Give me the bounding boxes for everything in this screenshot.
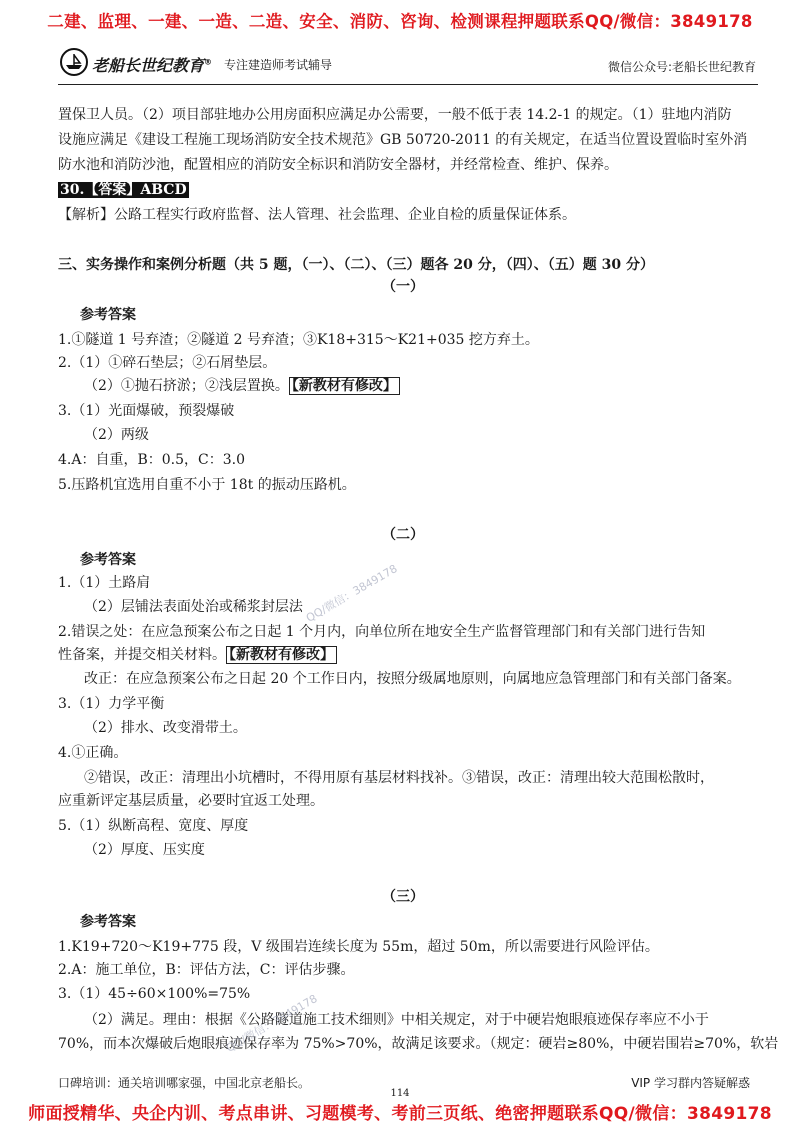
answer-line: 1.（1）土路肩	[58, 575, 151, 591]
answer-line: 3.（1）45÷60×100%=75%	[58, 986, 251, 1002]
page-header	[58, 48, 758, 85]
answer-line: 改正：在应急预案公布之日起 20 个工作日内，按照分级属地原则，向属地应急管理部门和有关部门备案。	[84, 671, 741, 687]
answer-line: 5.压路机宜选用自重不小于 18t 的振动压路机。	[58, 477, 356, 493]
answer-line: 4.①正确。	[58, 745, 128, 761]
reference-answer-heading: 参考答案	[80, 307, 136, 323]
answer-line: ②错误，改正：清理出小坑槽时，不得用原有基层材料找补。③错误，改正：清理出较大范围松散时，	[84, 770, 714, 786]
page-number: 114	[390, 1088, 410, 1099]
new-edition-tag: 【新教材有修改】	[289, 377, 400, 395]
answer-line: 应重新评定基层质量，必要时宜返工处理。	[58, 793, 324, 809]
case-title: （一）	[382, 279, 424, 295]
bottom-banner: 师面授精华、央企内训、考点串讲、习题模考、考前三页纸、绝密押题联系QQ/微信：3849178	[28, 1104, 772, 1124]
header-wechat: 微信公众号:老船长世纪教育	[607, 60, 756, 74]
answer-line: （2）满足。理由：根据《公路隧道施工技术细则》中相关规定，对于中硬岩炮眼痕迹保存率应不小于	[84, 1012, 709, 1028]
paragraph-line: 防水池和消防沙池，配置相应的消防安全标识和消防安全器材，并经常检查、维护、保养。	[58, 157, 618, 173]
answer-line: 性备案，并提交相关材料。	[58, 647, 226, 663]
answer-line: 1.K19+720～K19+775 段，V 级围岩连续长度为 55m，超过 50m，所以需要进行风险评估。	[58, 939, 659, 955]
answer-line: 3.（1）光面爆破，预裂爆破	[58, 403, 235, 419]
answer-line: （2）排水、改变滑带土。	[84, 720, 247, 736]
watermark: QQ/微信：3849178	[223, 992, 320, 1055]
answer-line: 2.（1）①碎石垫层；②石屑垫层。	[58, 355, 277, 371]
answer-line: 4.A：自重，B：0.5，C：3.0	[58, 452, 245, 468]
paragraph-line: 设施应满足《建设工程施工现场消防安全技术规范》GB 50720-2011 的有关规定，在适当位置设置临时室外消	[58, 132, 748, 148]
ship-logo-icon	[60, 48, 88, 76]
answer-line: （2）①抛石挤淤；②浅层置换。	[84, 378, 289, 394]
answer-line: 1.①隧道 1 号弃渣；②隧道 2 号弃渣；③K18+315～K21+035 挖方弃土。	[58, 332, 539, 348]
answer-line: （2）层铺法表面处治或稀浆封层法	[84, 599, 303, 615]
answer-label: 30.【答案】ABCD	[60, 182, 187, 198]
footer-note: VIP 学习群内答疑解惑	[631, 1076, 750, 1090]
paragraph-line: 置保卫人员。（2）项目部驻地办公用房面积应满足办公需要，一般不低于表 14.2-1 的规定。（1）驻地内消防	[58, 107, 732, 123]
footer-slogan: 口碑培训：通关培训哪家强，中国北京老船长。	[58, 1076, 311, 1090]
analysis-line: 【解析】公路工程实行政府监督、法人管理、社会监理、企业自检的质量保证体系。	[58, 207, 576, 223]
section-title: 三、实务操作和案例分析题（共 5 题，（一）、（二）、（三）题各 20 分，（四）、（五）题 30 分）	[58, 257, 654, 273]
watermark: QQ/微信：3849178	[303, 562, 400, 625]
case-title: （三）	[382, 889, 424, 905]
top-banner: 二建、监理、一建、一造、二造、安全、消防、咨询、检测课程押题联系QQ/微信：3849178	[47, 12, 753, 31]
new-edition-tag: 【新教材有修改】	[226, 646, 337, 664]
case-title: （二）	[382, 527, 424, 543]
reference-answer-heading: 参考答案	[80, 552, 136, 568]
answer-line: 5.（1）纵断高程、宽度、厚度	[58, 818, 249, 834]
answer-line: 70%，而本次爆破后炮眼痕迹保存率为 75%>70%，故满足该要求。（规定：硬岩≥80%，中硬岩围岩≥70%，软岩	[58, 1036, 779, 1052]
answer-line: 2.A：施工单位，B：评估方法，C：评估步骤。	[58, 962, 355, 978]
reference-answer-heading: 参考答案	[80, 914, 136, 930]
header-slogan: 专注建造师考试辅导	[224, 58, 333, 72]
answer-line: 2.错误之处：在应急预案公布之日起 1 个月内，向单位所在地安全生产监督管理部门和有关部门进行告知	[58, 624, 706, 640]
answer-line: （2）厚度、压实度	[84, 842, 205, 858]
logo-text: 老船长世纪教育®	[92, 56, 213, 75]
answer-line: 3.（1）力学平衡	[58, 696, 165, 712]
answer-line: （2）两级	[84, 427, 149, 443]
